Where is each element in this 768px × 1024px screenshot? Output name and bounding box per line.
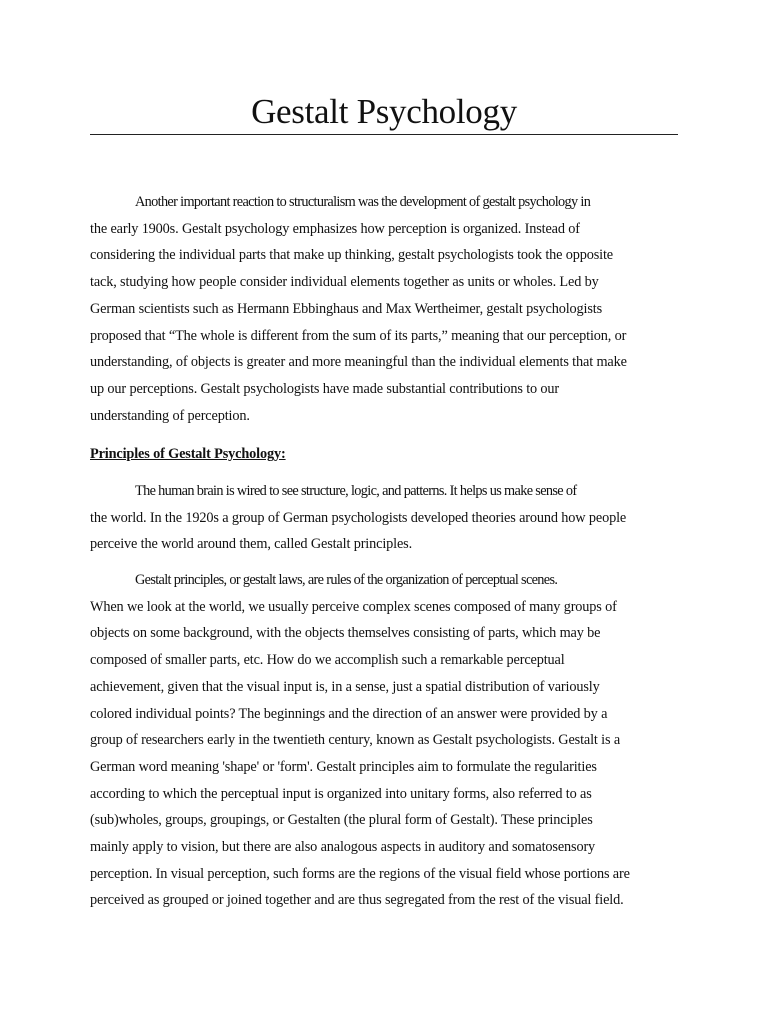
paragraph-line: (sub)wholes, groups, groupings, or Gestalten (the plural form of Gestalt). These principles <box>90 812 593 829</box>
paragraph-line: proposed that “The whole is different from the sum of its parts,” meaning that our perception, or <box>90 327 627 344</box>
paragraph-line: understanding of perception. <box>90 407 250 424</box>
paragraph-line: perceived as grouped or joined together and are thus segregated from the rest of the visual field. <box>90 892 624 909</box>
paragraph-line: mainly apply to vision, but there are also analogous aspects in auditory and somatosensory <box>90 839 596 856</box>
paragraph-line: considering the individual parts that make up thinking, gestalt psychologists took the opposite <box>90 247 614 264</box>
paragraph-line: understanding, of objects is greater and more meaningful than the individual elements that make <box>90 354 627 371</box>
paragraph-line: perception. In visual perception, such forms are the regions of the visual field whose portions are <box>90 865 630 882</box>
paragraph-line: German scientists such as Hermann Ebbinghaus and Max Wertheimer, gestalt psychologists <box>90 300 603 317</box>
intro-paragraph <box>90 189 678 429</box>
paragraph-line: group of researchers early in the twentieth century, known as Gestalt psychologists. Gestalt is a <box>90 732 621 749</box>
paragraph-line: Gestalt principles, or gestalt laws, are rules of the organization of perceptual scenes. <box>135 572 558 588</box>
paragraph-line: up our perceptions. Gestalt psychologists have made substantial contributions to our <box>90 380 560 397</box>
paragraph-line: perceive the world around them, called Gestalt principles. <box>90 536 412 553</box>
paragraph-line: objects on some background, with the objects themselves consisting of parts, which may be <box>90 625 601 642</box>
brain-structure-paragraph <box>90 478 678 558</box>
paragraph-line: according to which the perceptual input is organized into unitary forms, also referred to as <box>90 785 592 802</box>
paragraph-line: German word meaning 'shape' or 'form'. Gestalt principles aim to formulate the regularities <box>90 758 597 775</box>
title-underline-rule <box>90 134 678 135</box>
paragraph-line: achievement, given that the visual input is, in a sense, just a spatial distribution of variously <box>90 678 600 695</box>
paragraph-line: When we look at the world, we usually perceive complex scenes composed of many groups of <box>90 598 617 615</box>
gestalt-principles-paragraph <box>90 567 678 914</box>
paragraph-line: composed of smaller parts, etc. How do we accomplish such a remarkable perceptual <box>90 652 565 669</box>
paragraph-line: the early 1900s. Gestalt psychology emphasizes how perception is organized. Instead of <box>90 220 580 237</box>
paragraph-line: Another important reaction to structuralism was the development of gestalt psychology in <box>135 194 591 210</box>
paragraph-line: The human brain is wired to see structure, logic, and patterns. It helps us make sense of <box>135 483 577 499</box>
section-heading: Principles of Gestalt Psychology: <box>90 446 286 462</box>
page-title: Gestalt Psychology <box>251 92 517 131</box>
paragraph-line: the world. In the 1920s a group of German psychologists developed theories around how people <box>90 509 627 526</box>
paragraph-line: colored individual points? The beginnings and the direction of an answer were provided by a <box>90 705 608 722</box>
paragraph-line: tack, studying how people consider individual elements together as units or wholes. Led by <box>90 274 599 291</box>
